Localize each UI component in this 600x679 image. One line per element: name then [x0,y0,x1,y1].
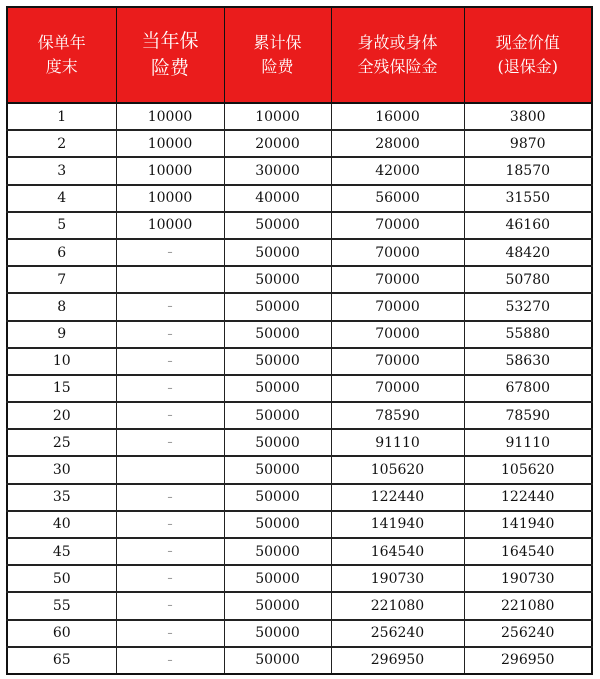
table-row [7,130,592,157]
cell-cash-value: 122440 [464,484,592,511]
table-row [7,375,592,402]
table-row [7,266,592,293]
cell-annual-premium: – [116,620,224,647]
cell-death-benefit: 221080 [331,592,464,619]
table-row [7,293,592,320]
cell-cash-value: 296950 [464,647,592,674]
table-row [7,484,592,511]
cell-cash-value: 50780 [464,266,592,293]
table-row [7,185,592,212]
cell-policy-year: 50 [7,565,116,592]
cell-policy-year: 60 [7,620,116,647]
cell-cash-value: 105620 [464,456,592,483]
cell-cumulative-premium: 50000 [224,212,331,239]
table-row [7,348,592,375]
header-text: 累计保 [253,33,302,52]
table-row [7,538,592,565]
cell-policy-year: 1 [7,103,116,130]
cell-annual-premium: 10000 [116,103,224,130]
cell-cumulative-premium: 50000 [224,484,331,511]
cell-policy-year: 30 [7,456,116,483]
cell-cash-value: 9870 [464,130,592,157]
cell-cash-value: 53270 [464,293,592,320]
cell-death-benefit: 70000 [331,266,464,293]
cell-annual-premium: – [116,429,224,456]
cell-cumulative-premium: 50000 [224,429,331,456]
header-text: 险费 [261,57,294,76]
cell-annual-premium: – [116,375,224,402]
cell-policy-year: 45 [7,538,116,565]
cell-cash-value: 31550 [464,185,592,212]
cell-cash-value: 67800 [464,375,592,402]
cell-death-benefit: 70000 [331,321,464,348]
cell-annual-premium: 10000 [116,130,224,157]
header-cumulative-premium [224,7,331,103]
cell-annual-premium: 10000 [116,185,224,212]
cell-annual-premium: – [116,538,224,565]
header-text: 全残保险金 [357,57,438,76]
table-row [7,592,592,619]
header-text: 险费 [150,57,189,79]
cell-policy-year: 65 [7,647,116,674]
cell-cumulative-premium: 50000 [224,647,331,674]
cell-cash-value: 141940 [464,511,592,538]
cell-cumulative-premium: 10000 [224,103,331,130]
cell-death-benefit: 16000 [331,103,464,130]
header-policy-year-end [7,7,116,103]
cell-death-benefit: 141940 [331,511,464,538]
header-cash-value [464,7,592,103]
cell-annual-premium: – [116,592,224,619]
table-row [7,429,592,456]
table-body [7,103,592,674]
cell-annual-premium: – [116,402,224,429]
cell-cash-value: 58630 [464,348,592,375]
cell-cumulative-premium: 50000 [224,293,331,320]
table-row [7,565,592,592]
cell-death-benefit: 70000 [331,212,464,239]
cell-death-benefit: 296950 [331,647,464,674]
cell-annual-premium: – [116,511,224,538]
header-row [7,7,592,103]
cell-death-benefit: 42000 [331,157,464,184]
table-row [7,647,592,674]
cell-cumulative-premium: 50000 [224,266,331,293]
cell-policy-year: 5 [7,212,116,239]
cell-annual-premium: – [116,321,224,348]
cell-annual-premium: – [116,484,224,511]
cell-annual-premium: – [116,647,224,674]
cell-cash-value: 221080 [464,592,592,619]
header-death-disability-benefit [331,7,464,103]
cell-cumulative-premium: 50000 [224,375,331,402]
table-row [7,321,592,348]
cell-annual-premium: – [116,293,224,320]
header-annual-premium [116,7,224,103]
header-text: 度末 [45,57,78,76]
cell-cash-value: 18570 [464,157,592,184]
table-row [7,456,592,483]
cell-cumulative-premium: 50000 [224,620,331,647]
cell-cumulative-premium: 50000 [224,565,331,592]
cell-policy-year: 9 [7,321,116,348]
cell-policy-year: 40 [7,511,116,538]
cell-annual-premium: – [116,239,224,266]
cell-cumulative-premium: 50000 [224,511,331,538]
header-text: 现金价值 [495,33,560,52]
cell-policy-year: 4 [7,185,116,212]
cell-cash-value: 91110 [464,429,592,456]
cell-cash-value: 55880 [464,321,592,348]
cell-policy-year: 10 [7,348,116,375]
cell-death-benefit: 256240 [331,620,464,647]
cell-cumulative-premium: 50000 [224,239,331,266]
cell-cash-value: 164540 [464,538,592,565]
cell-policy-year: 25 [7,429,116,456]
insurance-benefit-table-container [6,6,591,675]
cell-policy-year: 8 [7,293,116,320]
cell-annual-premium: – [116,348,224,375]
cell-death-benefit: 70000 [331,375,464,402]
cell-policy-year: 35 [7,484,116,511]
cell-cash-value: 256240 [464,620,592,647]
cell-cash-value: 46160 [464,212,592,239]
cell-cumulative-premium: 40000 [224,185,331,212]
cell-policy-year: 3 [7,157,116,184]
cell-cash-value: 190730 [464,565,592,592]
cell-annual-premium [116,266,224,293]
cell-annual-premium: 10000 [116,157,224,184]
header-text: 保单年 [37,33,86,52]
cell-death-benefit: 91110 [331,429,464,456]
cell-cumulative-premium: 50000 [224,456,331,483]
table-row [7,620,592,647]
table-row [7,157,592,184]
cell-death-benefit: 70000 [331,293,464,320]
table-row [7,239,592,266]
cell-cumulative-premium: 30000 [224,157,331,184]
cell-cash-value: 78590 [464,402,592,429]
cell-death-benefit: 105620 [331,456,464,483]
cell-cumulative-premium: 50000 [224,538,331,565]
cell-policy-year: 20 [7,402,116,429]
cell-cash-value: 3800 [464,103,592,130]
cell-policy-year: 15 [7,375,116,402]
cell-cumulative-premium: 20000 [224,130,331,157]
header-text: (退保金) [497,57,558,76]
table-row [7,511,592,538]
cell-policy-year: 55 [7,592,116,619]
insurance-benefit-table [6,6,593,675]
cell-annual-premium: 10000 [116,212,224,239]
header-text: 身故或身体 [357,33,438,52]
cell-annual-premium: – [116,565,224,592]
cell-cash-value: 48420 [464,239,592,266]
cell-death-benefit: 56000 [331,185,464,212]
cell-cumulative-premium: 50000 [224,348,331,375]
table-row [7,103,592,130]
cell-policy-year: 7 [7,266,116,293]
cell-death-benefit: 190730 [331,565,464,592]
cell-death-benefit: 78590 [331,402,464,429]
header-text: 当年保 [141,30,199,52]
cell-cumulative-premium: 50000 [224,321,331,348]
cell-cumulative-premium: 50000 [224,402,331,429]
cell-death-benefit: 70000 [331,239,464,266]
cell-policy-year: 6 [7,239,116,266]
cell-cumulative-premium: 50000 [224,592,331,619]
cell-death-benefit: 164540 [331,538,464,565]
cell-death-benefit: 70000 [331,348,464,375]
table-row [7,402,592,429]
cell-annual-premium [116,456,224,483]
cell-death-benefit: 122440 [331,484,464,511]
cell-policy-year: 2 [7,130,116,157]
table-row [7,212,592,239]
cell-death-benefit: 28000 [331,130,464,157]
